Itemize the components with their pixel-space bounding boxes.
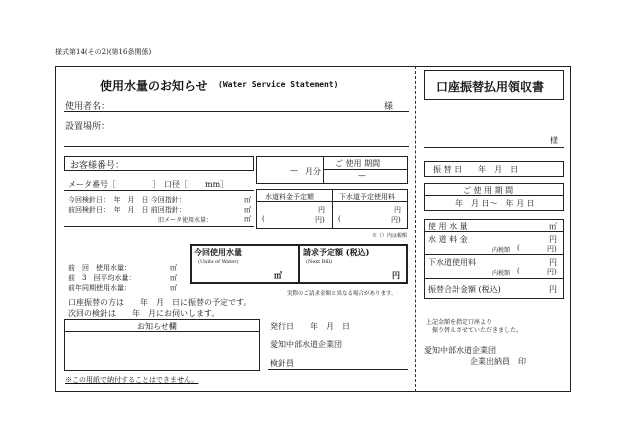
user-name-label: 使用者名： xyxy=(65,102,111,112)
this-reading-label: 今回検針日： 年 月 日 今回指針： xyxy=(68,196,186,204)
fee-divider xyxy=(332,189,333,229)
receipt-usage-unit: ㎥ xyxy=(549,222,557,231)
receipt-sewer-tax-label: 内税額 xyxy=(492,270,511,277)
water-fee-label: 水道料金予定額 xyxy=(265,193,314,201)
tax-note: ※（）内は税額 xyxy=(372,233,408,239)
avg3-usage-unit: ㎥ xyxy=(170,274,177,282)
this-usage-en: (Units of Water) xyxy=(198,259,239,265)
receipt-total-yen: 円 xyxy=(549,285,557,294)
lastyear-usage-unit: ㎥ xyxy=(170,284,177,292)
billing-en: (Next Bill) xyxy=(306,259,333,265)
readings-underline xyxy=(64,226,254,227)
location-label: 設置場所： xyxy=(65,122,111,132)
old-meter-unit: ㎥ xyxy=(244,215,251,223)
receipt-title: 口座振替払用領収書 xyxy=(436,80,545,94)
transfer-note: 口座振替の方は 年 月 日に振替の予定です。 xyxy=(68,298,252,307)
footer-note: ※この用紙で納付することはできません。 xyxy=(65,376,199,384)
period-header-line xyxy=(323,169,408,170)
honorific: 様 xyxy=(384,102,394,112)
receipt-name-underline xyxy=(424,147,564,148)
billing-label: 請求予定額 (税込) xyxy=(303,247,370,257)
sewer-fee-label: 下水道予定使用料 xyxy=(339,193,395,201)
this-usage-label: 今回使用水量 xyxy=(194,247,242,257)
statement-title: 使用水量のお知らせ xyxy=(100,79,208,93)
water-fee-yen: 円 xyxy=(318,206,325,214)
old-meter-label: 旧メータ使用水量： xyxy=(158,217,213,224)
receipt-note-1: 上記金額を指定口座より xyxy=(426,319,493,326)
receipt-honorific: 様 xyxy=(550,136,558,145)
sewer-tax-yen: 円) xyxy=(391,216,401,224)
form-number-note: 様式第14(その2)(第16条関係) xyxy=(55,48,152,56)
period-dash: — xyxy=(290,166,298,175)
period-header: ご 使用 期間 xyxy=(335,159,381,168)
caliber-label: 口径［ xyxy=(164,180,188,189)
issue-date-label: 発行日 年 月 日 xyxy=(270,322,350,331)
period-divider xyxy=(323,156,324,184)
issuer: 愛知中部水道企業団 xyxy=(270,340,342,349)
location-underline xyxy=(64,146,409,147)
receipt-issuer: 愛知中部水道企業団 xyxy=(424,346,496,355)
lastyear-usage-label: 前年同期使用水量： xyxy=(68,284,131,292)
water-tax-yen: 円) xyxy=(315,216,325,224)
sewer-tax-open: ( xyxy=(338,215,341,223)
receipt-water-yen: 円 xyxy=(549,235,557,244)
this-reading-unit: ㎥ xyxy=(244,196,251,204)
usage-billing-divider xyxy=(298,244,300,284)
period-month-label: 月分 xyxy=(305,167,321,176)
receipt-water-tax-label: 内税額 xyxy=(492,247,511,254)
receipt-period-range: 年 月 日～ 年 月 日 xyxy=(455,199,535,208)
caliber-unit: mm］ xyxy=(205,180,229,189)
receipt-sewer-yen: 円 xyxy=(549,258,557,267)
receipt-sewer-tax-yen: 円) xyxy=(547,268,557,276)
discrepancy-note: 実際のご請求金額と異なる場合があります。 xyxy=(287,291,397,297)
receipt-period-header: ご 使 用 期 間 xyxy=(463,186,514,195)
prev-reading-unit: ㎥ xyxy=(244,206,251,214)
receipt-water-label: 水 道 料 金 xyxy=(428,235,468,244)
meter-underline xyxy=(64,190,254,191)
receipt-sewer-label: 下水道使用料 xyxy=(428,258,476,267)
meter-bracket-close: ］ xyxy=(152,180,160,189)
next-reading-note: 次回の検針は 年 月にお伺いします。 xyxy=(68,309,220,318)
perforation-line xyxy=(415,66,416,392)
receipt-total-label: 振替合計金額 (税込) xyxy=(428,285,501,294)
user-name-underline xyxy=(64,111,409,112)
statement-title-en: (Water Service Statement) xyxy=(218,80,339,89)
inspector-underline xyxy=(268,369,408,370)
transfer-date-label: 振 替 日 年 月 日 xyxy=(433,165,519,174)
receipt-water-tax-yen: 円) xyxy=(547,245,557,253)
receipt-water-line xyxy=(424,254,564,255)
prev-usage-unit: ㎥ xyxy=(170,264,177,272)
inspector-label: 検針員 xyxy=(270,359,294,368)
sewer-fee-yen: 円 xyxy=(394,206,401,214)
receipt-sewer-tax-open: ( xyxy=(517,267,520,275)
customer-number-label: お客様番号： xyxy=(70,161,125,171)
water-tax-open: ( xyxy=(262,215,265,223)
prev-reading-label: 前回検針日： 年 月 日 前回指針： xyxy=(68,206,186,214)
receipt-water-tax-open: ( xyxy=(517,244,520,252)
receipt-note-2: 振り替えさせていただきました。 xyxy=(432,327,523,334)
billing-yen: 円 xyxy=(392,270,400,280)
meter-number-label: メータ番号［ xyxy=(68,180,116,189)
receipt-sewer-line xyxy=(424,278,564,279)
avg3-usage-label: 前 3 回平均水量： xyxy=(68,274,136,282)
receipt-usage-label: 使 用 水 量 xyxy=(428,222,468,231)
this-usage-unit: ㎥ xyxy=(274,270,282,280)
receipt-treasurer: 企業出納員 印 xyxy=(470,357,526,366)
prev-usage-label: 前 回 使用水量： xyxy=(68,264,131,272)
period-dash-2: — xyxy=(358,171,366,180)
notice-header: お知らせ欄 xyxy=(137,322,177,331)
usage-period-box xyxy=(256,156,408,184)
